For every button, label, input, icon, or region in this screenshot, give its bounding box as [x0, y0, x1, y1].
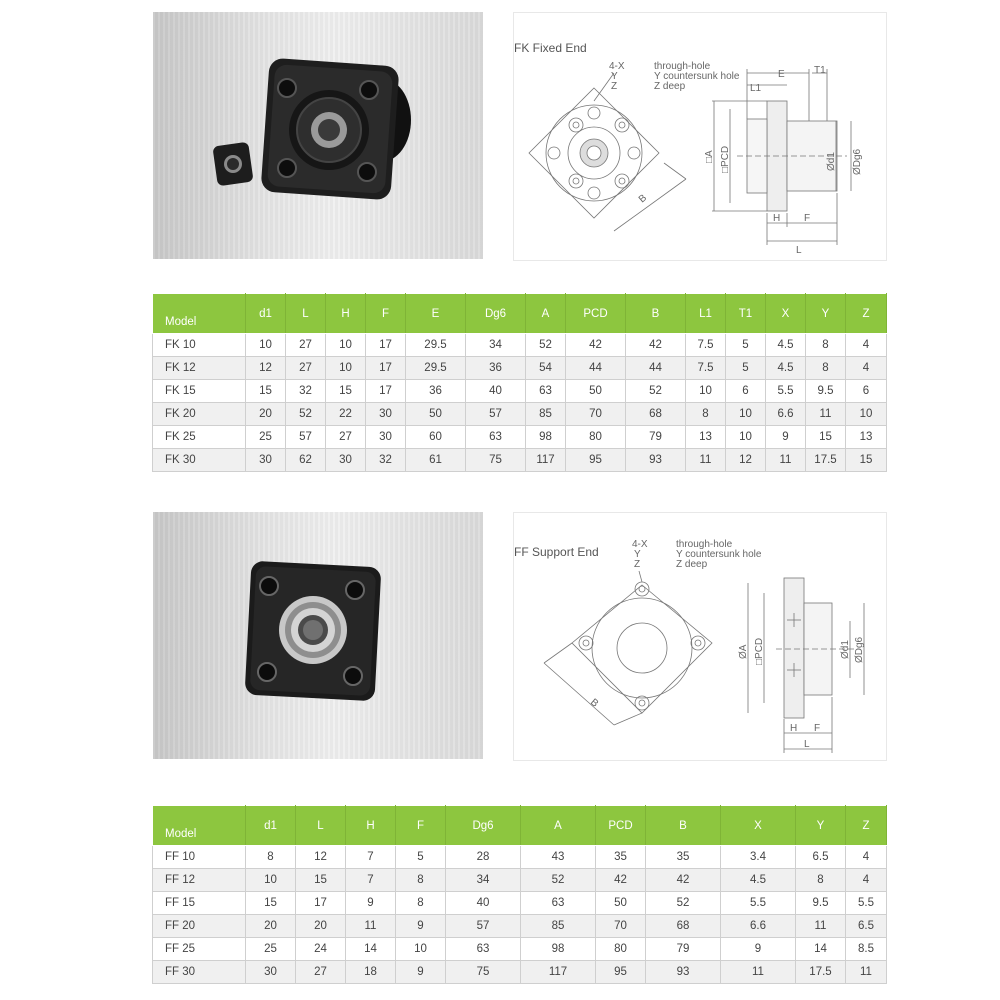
- ff-label-a: ØA: [738, 644, 749, 659]
- column-header: B: [626, 294, 686, 334]
- table-cell: 25: [246, 938, 296, 961]
- table-cell: 68: [626, 403, 686, 426]
- fk-spec-table: [152, 293, 887, 472]
- table-cell: 11: [806, 403, 846, 426]
- table-cell: 8: [686, 403, 726, 426]
- table-cell: 28: [446, 846, 521, 869]
- table-cell: 32: [366, 449, 406, 472]
- table-row: [153, 357, 887, 380]
- table-cell: 5: [726, 334, 766, 357]
- table-cell: 9: [396, 961, 446, 984]
- table-cell: 12: [246, 357, 286, 380]
- table-cell: 14: [796, 938, 846, 961]
- column-header: E: [406, 294, 466, 334]
- table-cell: 30: [246, 449, 286, 472]
- table-cell: 5.5: [766, 380, 806, 403]
- table-cell: 68: [646, 915, 721, 938]
- table-cell: 7.5: [686, 357, 726, 380]
- column-header: A: [521, 806, 596, 846]
- table-cell: 52: [526, 334, 566, 357]
- model-cell: FK 10: [153, 334, 246, 357]
- table-cell: 4: [846, 357, 887, 380]
- table-cell: 63: [466, 426, 526, 449]
- column-header: Z: [846, 806, 887, 846]
- table-cell: 15: [246, 892, 296, 915]
- table-cell: 98: [521, 938, 596, 961]
- table-cell: 20: [296, 915, 346, 938]
- table-cell: 42: [646, 869, 721, 892]
- table-row: [153, 403, 887, 426]
- fk-housing-image: [260, 58, 411, 201]
- table-cell: 52: [626, 380, 686, 403]
- table-cell: 15: [326, 380, 366, 403]
- table-cell: 25: [246, 426, 286, 449]
- table-cell: 22: [326, 403, 366, 426]
- fk-label-t1: T1: [814, 65, 826, 76]
- table-cell: 27: [326, 426, 366, 449]
- table-cell: 32: [286, 380, 326, 403]
- fk-label-l1: L1: [750, 83, 762, 94]
- table-cell: 27: [296, 961, 346, 984]
- column-header: A: [526, 294, 566, 334]
- table-cell: 117: [526, 449, 566, 472]
- table-cell: 17.5: [796, 961, 846, 984]
- fk-drawing-title: FK Fixed End: [514, 41, 587, 55]
- column-header: d1: [246, 294, 286, 334]
- table-cell: 8: [796, 869, 846, 892]
- table-cell: 4.5: [766, 334, 806, 357]
- column-header: Dg6: [466, 294, 526, 334]
- table-cell: 9: [766, 426, 806, 449]
- table-cell: 4: [846, 846, 887, 869]
- table-cell: 8: [806, 334, 846, 357]
- table-cell: 10: [246, 334, 286, 357]
- table-cell: 80: [566, 426, 626, 449]
- table-cell: 6: [726, 380, 766, 403]
- model-cell: FK 20: [153, 403, 246, 426]
- column-header: L: [286, 294, 326, 334]
- table-cell: 14: [346, 938, 396, 961]
- table-cell: 10: [326, 334, 366, 357]
- table-cell: 98: [526, 426, 566, 449]
- table-cell: 93: [646, 961, 721, 984]
- table-cell: 117: [521, 961, 596, 984]
- table-cell: 9: [346, 892, 396, 915]
- table-cell: 34: [466, 334, 526, 357]
- table-cell: 30: [366, 403, 406, 426]
- table-cell: 6.5: [796, 846, 846, 869]
- column-header: F: [396, 806, 446, 846]
- ff-label-y: Y: [634, 549, 641, 560]
- table-cell: 29.5: [406, 334, 466, 357]
- model-cell: FF 30: [153, 961, 246, 984]
- table-cell: 52: [646, 892, 721, 915]
- column-header: B: [646, 806, 721, 846]
- table-row: [153, 846, 887, 869]
- fk-label-a: □A: [704, 150, 715, 163]
- table-cell: 29.5: [406, 357, 466, 380]
- table-cell: 4.5: [721, 869, 796, 892]
- ff-label-f: F: [814, 723, 821, 734]
- table-cell: 35: [596, 846, 646, 869]
- column-header: X: [766, 294, 806, 334]
- fk-label-l: L: [796, 245, 802, 256]
- table-cell: 13: [846, 426, 887, 449]
- table-cell: 57: [466, 403, 526, 426]
- table-cell: 12: [296, 846, 346, 869]
- column-header: Y: [806, 294, 846, 334]
- table-cell: 17: [296, 892, 346, 915]
- ff-table-body: [153, 846, 887, 984]
- table-cell: 17: [366, 380, 406, 403]
- fk-table-body: [153, 334, 887, 472]
- table-cell: 95: [566, 449, 626, 472]
- table-cell: 10: [326, 357, 366, 380]
- table-row: [153, 380, 887, 403]
- table-cell: 4.5: [766, 357, 806, 380]
- table-row: [153, 334, 887, 357]
- table-cell: 63: [446, 938, 521, 961]
- fk-label-f: F: [804, 213, 811, 224]
- ff-drawing-title: FF Support End: [514, 545, 599, 559]
- column-header: T1: [726, 294, 766, 334]
- fk-label-countersunk: Y countersunk hole: [654, 71, 740, 82]
- table-cell: 11: [346, 915, 396, 938]
- table-cell: 57: [286, 426, 326, 449]
- fk-header-row: [153, 294, 887, 334]
- ff-technical-drawing: [513, 512, 887, 761]
- table-row: [153, 961, 887, 984]
- table-cell: 5: [726, 357, 766, 380]
- table-cell: 3.4: [721, 846, 796, 869]
- model-cell: FK 15: [153, 380, 246, 403]
- column-header: Dg6: [446, 806, 521, 846]
- table-cell: 5.5: [846, 892, 887, 915]
- table-cell: 85: [521, 915, 596, 938]
- table-cell: 50: [406, 403, 466, 426]
- ff-label-pcd: □PCD: [754, 637, 765, 665]
- table-cell: 42: [566, 334, 626, 357]
- fk-label-z: Z: [611, 81, 618, 92]
- table-cell: 63: [526, 380, 566, 403]
- table-cell: 11: [686, 449, 726, 472]
- column-header: d1: [246, 806, 296, 846]
- table-cell: 27: [286, 357, 326, 380]
- table-row: [153, 938, 887, 961]
- column-header: PCD: [566, 294, 626, 334]
- table-cell: 8: [396, 892, 446, 915]
- table-cell: 4: [846, 334, 887, 357]
- column-header: Model: [153, 806, 246, 846]
- table-cell: 4: [846, 869, 887, 892]
- table-cell: 79: [646, 938, 721, 961]
- table-cell: 17: [366, 334, 406, 357]
- model-cell: FK 30: [153, 449, 246, 472]
- table-cell: 30: [326, 449, 366, 472]
- column-header: Y: [796, 806, 846, 846]
- table-cell: 42: [626, 334, 686, 357]
- table-cell: 9.5: [806, 380, 846, 403]
- fk-label-d1: Ød1: [826, 152, 837, 171]
- fk-label-h: H: [773, 213, 781, 224]
- fk-label-y: Y: [611, 71, 618, 82]
- table-cell: 20: [246, 915, 296, 938]
- fk-technical-drawing: [513, 12, 887, 261]
- ff-spec-table: [152, 805, 887, 984]
- table-cell: 9.5: [796, 892, 846, 915]
- table-cell: 93: [626, 449, 686, 472]
- column-header: L1: [686, 294, 726, 334]
- table-cell: 60: [406, 426, 466, 449]
- fk-label-deep: Z deep: [654, 81, 686, 92]
- ff-label-hole-count: 4-X: [632, 539, 648, 550]
- ff-housing-image: [245, 561, 382, 702]
- model-cell: FK 12: [153, 357, 246, 380]
- table-cell: 11: [796, 915, 846, 938]
- model-cell: FF 12: [153, 869, 246, 892]
- table-cell: 10: [396, 938, 446, 961]
- fk-label-through: through-hole: [654, 61, 711, 72]
- ff-label-z: Z: [634, 559, 641, 570]
- table-cell: 8: [396, 869, 446, 892]
- ff-label-l: L: [804, 739, 810, 750]
- column-header: X: [721, 806, 796, 846]
- ff-label-countersunk: Y countersunk hole: [676, 549, 762, 560]
- model-cell: FK 25: [153, 426, 246, 449]
- table-cell: 11: [846, 961, 887, 984]
- fk-label-b: B: [636, 192, 650, 206]
- table-cell: 6.5: [846, 915, 887, 938]
- table-row: [153, 892, 887, 915]
- ff-label-dg6: ØDg6: [854, 636, 865, 663]
- table-cell: 27: [286, 334, 326, 357]
- ff-label-through: through-hole: [676, 539, 733, 550]
- ff-product-photo: [153, 512, 483, 759]
- table-cell: 10: [246, 869, 296, 892]
- table-cell: 6: [846, 380, 887, 403]
- table-cell: 6.6: [721, 915, 796, 938]
- table-cell: 12: [726, 449, 766, 472]
- table-cell: 9: [396, 915, 446, 938]
- fk-product-photo: [153, 12, 483, 259]
- model-cell: FF 10: [153, 846, 246, 869]
- table-cell: 17: [366, 357, 406, 380]
- table-cell: 95: [596, 961, 646, 984]
- table-cell: 15: [806, 426, 846, 449]
- table-cell: 50: [596, 892, 646, 915]
- table-cell: 10: [846, 403, 887, 426]
- table-cell: 11: [766, 449, 806, 472]
- table-cell: 43: [521, 846, 596, 869]
- table-cell: 24: [296, 938, 346, 961]
- table-cell: 15: [846, 449, 887, 472]
- table-cell: 80: [596, 938, 646, 961]
- table-cell: 75: [446, 961, 521, 984]
- table-cell: 10: [726, 403, 766, 426]
- table-cell: 7: [346, 846, 396, 869]
- ff-label-deep: Z deep: [676, 559, 708, 570]
- table-cell: 9: [721, 938, 796, 961]
- column-header: H: [346, 806, 396, 846]
- table-cell: 61: [406, 449, 466, 472]
- table-cell: 7.5: [686, 334, 726, 357]
- table-row: [153, 449, 887, 472]
- table-cell: 8: [246, 846, 296, 869]
- column-header: Model: [153, 294, 246, 334]
- table-row: [153, 869, 887, 892]
- column-header: F: [366, 294, 406, 334]
- fk-label-hole-count: 4-X: [609, 61, 625, 72]
- fk-label-e: E: [778, 69, 785, 80]
- table-cell: 79: [626, 426, 686, 449]
- model-cell: FF 15: [153, 892, 246, 915]
- ff-label-b: B: [588, 696, 601, 710]
- table-cell: 11: [721, 961, 796, 984]
- table-cell: 30: [246, 961, 296, 984]
- table-cell: 42: [596, 869, 646, 892]
- table-cell: 70: [566, 403, 626, 426]
- table-cell: 35: [646, 846, 721, 869]
- table-cell: 8: [806, 357, 846, 380]
- column-header: L: [296, 806, 346, 846]
- table-cell: 70: [596, 915, 646, 938]
- fk-label-dg6: ØDg6: [852, 148, 863, 175]
- ff-header-row: [153, 806, 887, 846]
- table-cell: 6.6: [766, 403, 806, 426]
- table-cell: 52: [286, 403, 326, 426]
- table-cell: 50: [566, 380, 626, 403]
- table-cell: 52: [521, 869, 596, 892]
- ff-label-h: H: [790, 723, 798, 734]
- table-row: [153, 426, 887, 449]
- table-cell: 85: [526, 403, 566, 426]
- table-cell: 5.5: [721, 892, 796, 915]
- lock-nut-image: [212, 142, 253, 187]
- table-cell: 30: [366, 426, 406, 449]
- column-header: H: [326, 294, 366, 334]
- table-cell: 62: [286, 449, 326, 472]
- table-cell: 17.5: [806, 449, 846, 472]
- ff-label-d1: Ød1: [840, 640, 851, 659]
- model-cell: FF 20: [153, 915, 246, 938]
- table-cell: 15: [246, 380, 286, 403]
- fk-label-pcd: □PCD: [720, 145, 731, 173]
- table-cell: 44: [626, 357, 686, 380]
- table-cell: 36: [466, 357, 526, 380]
- table-row: [153, 915, 887, 938]
- table-cell: 54: [526, 357, 566, 380]
- table-cell: 10: [686, 380, 726, 403]
- table-cell: 63: [521, 892, 596, 915]
- table-cell: 34: [446, 869, 521, 892]
- table-cell: 18: [346, 961, 396, 984]
- table-cell: 15: [296, 869, 346, 892]
- table-cell: 36: [406, 380, 466, 403]
- model-cell: FF 25: [153, 938, 246, 961]
- column-header: PCD: [596, 806, 646, 846]
- table-cell: 75: [466, 449, 526, 472]
- table-cell: 57: [446, 915, 521, 938]
- table-cell: 5: [396, 846, 446, 869]
- table-cell: 44: [566, 357, 626, 380]
- table-cell: 40: [446, 892, 521, 915]
- table-cell: 13: [686, 426, 726, 449]
- column-header: Z: [846, 294, 887, 334]
- table-cell: 10: [726, 426, 766, 449]
- table-cell: 20: [246, 403, 286, 426]
- table-cell: 8.5: [846, 938, 887, 961]
- table-cell: 7: [346, 869, 396, 892]
- table-cell: 40: [466, 380, 526, 403]
